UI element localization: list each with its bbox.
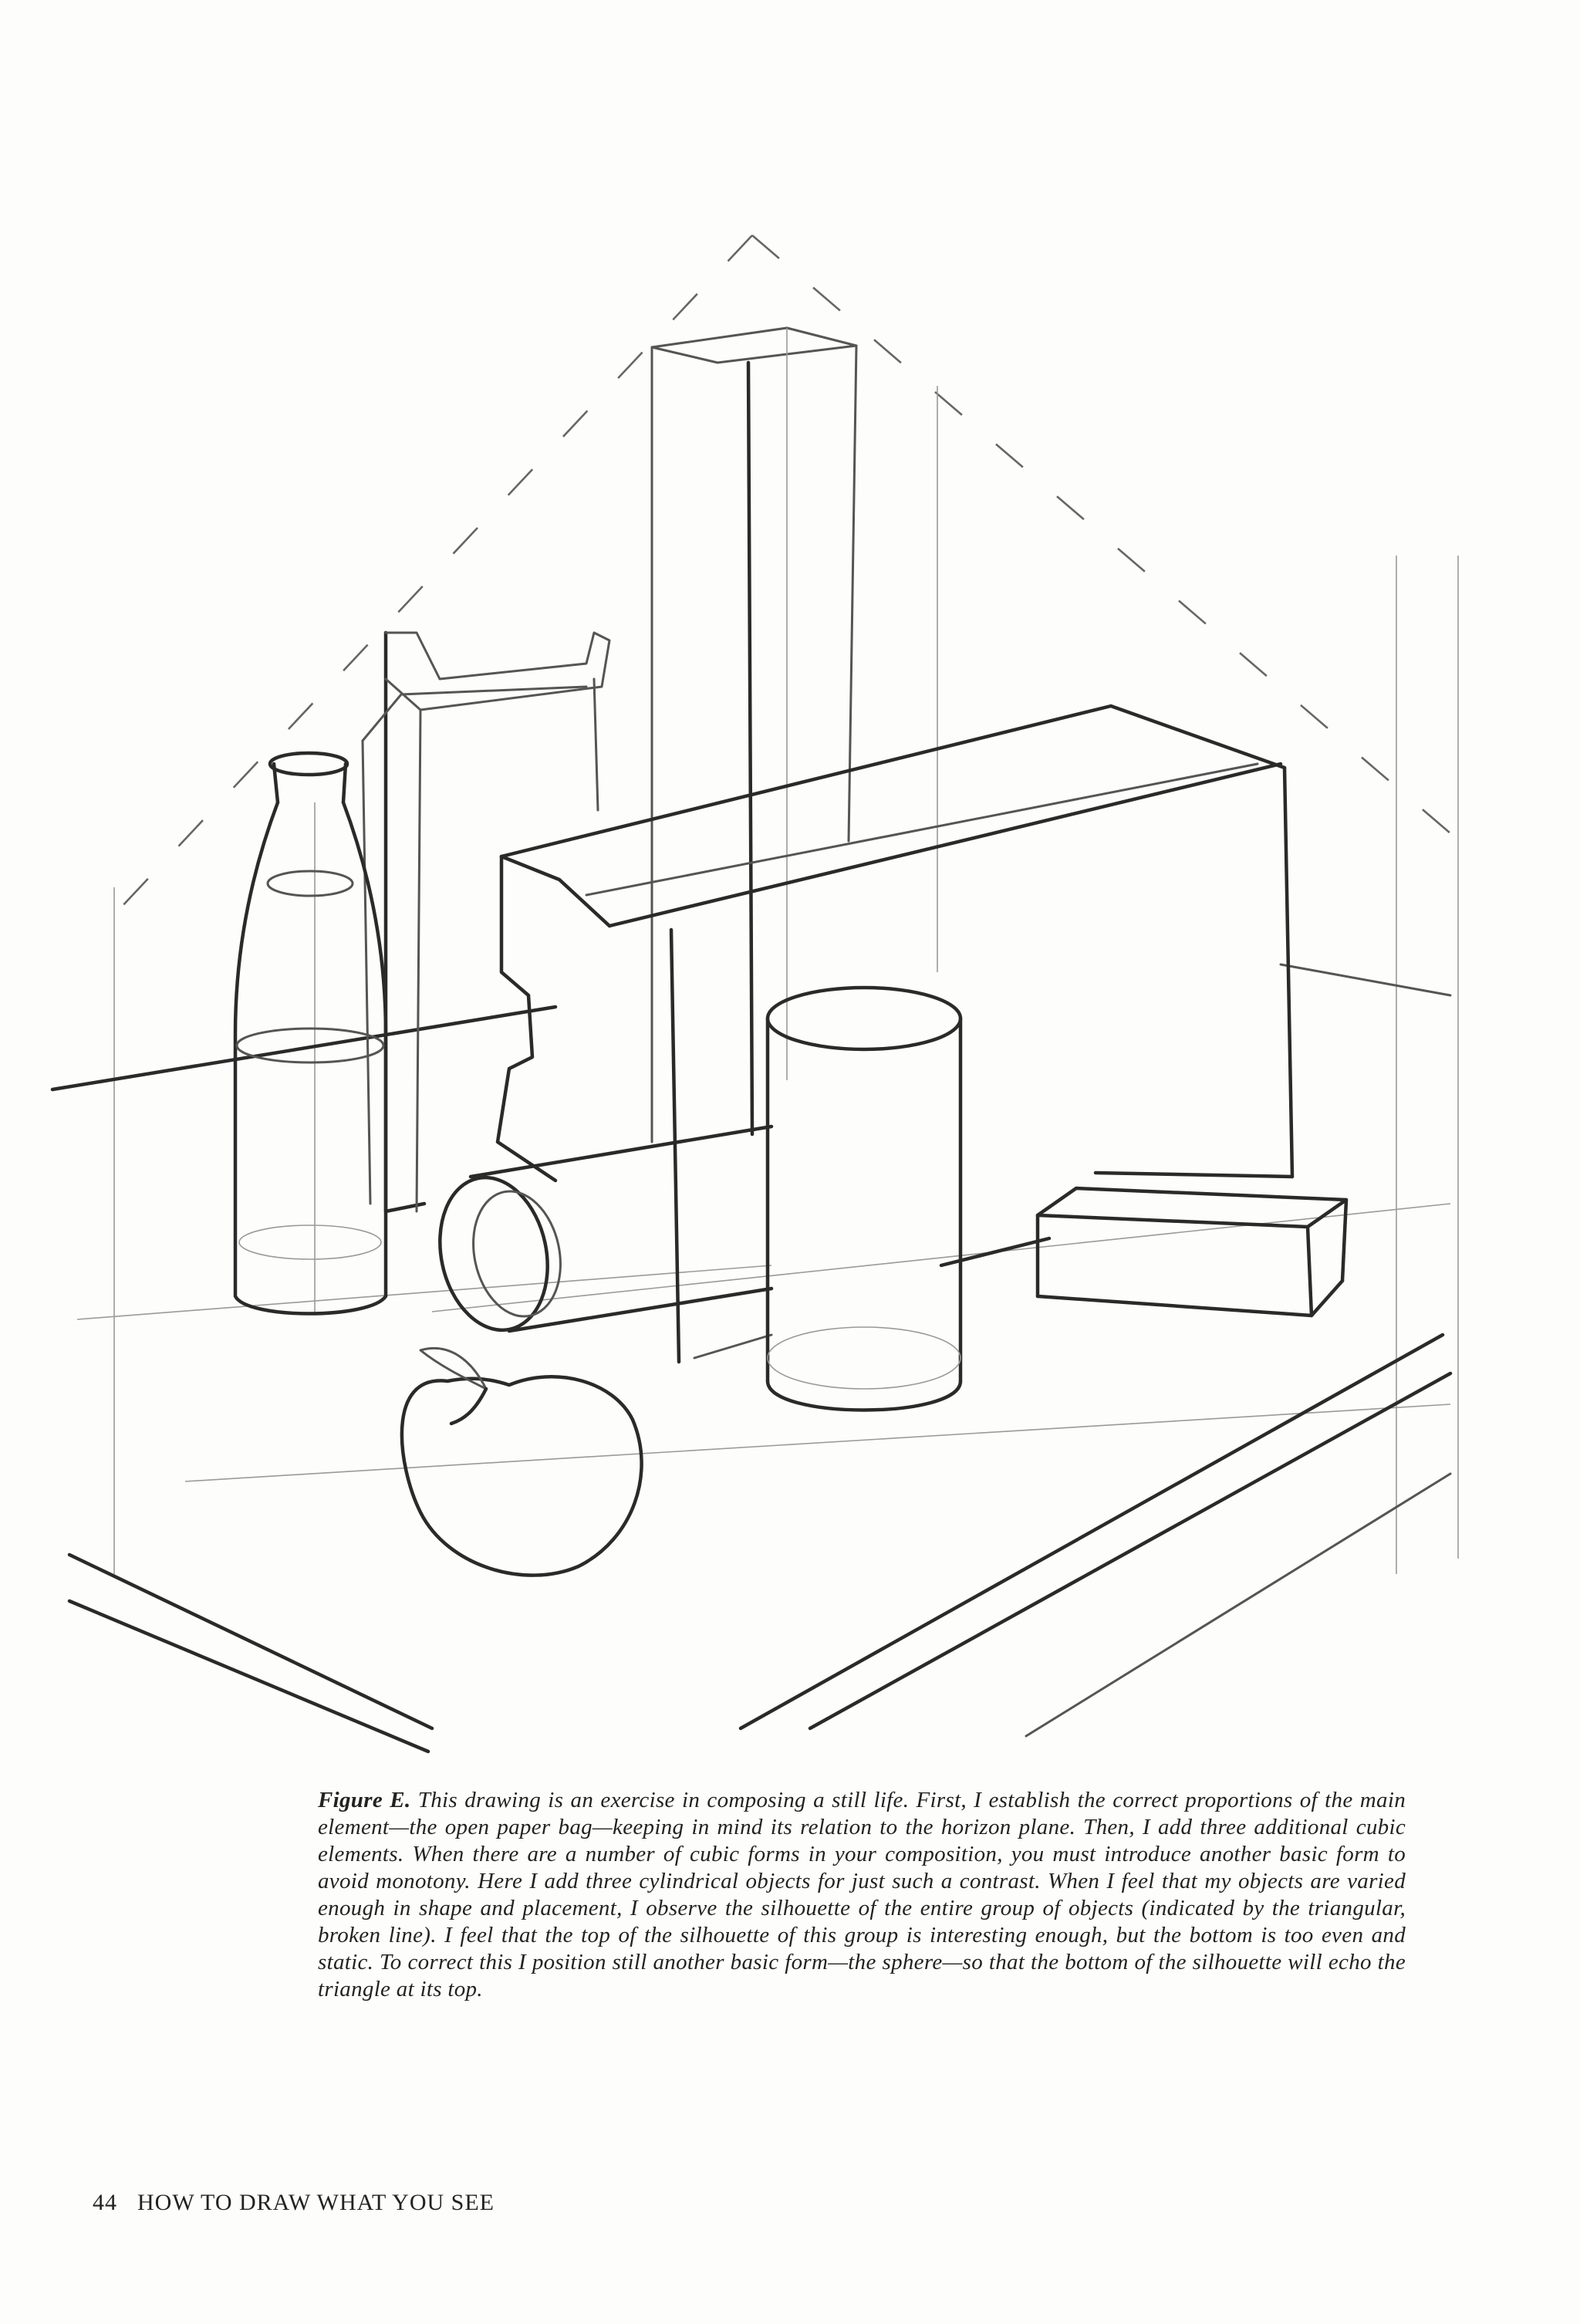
standing-glass — [768, 988, 960, 1410]
page-footer — [93, 2190, 495, 2216]
small-box — [1038, 1188, 1346, 1316]
running-title: HOW TO DRAW WHAT YOU SEE — [137, 2190, 495, 2215]
glass-on-side — [427, 1127, 771, 1340]
silhouette-triangle-dashed — [96, 235, 1450, 934]
milk-carton — [363, 633, 609, 1211]
tall-box — [652, 328, 856, 1142]
caption-body: This drawing is an exercise in composing a still life. First, I establish the correct proportions of the main element—the open paper bag—keeping in mind its relation to the horizon plane. Then, I add three additional cubic elements. When there are a number of cubic forms in your composition, you must introduce another basic form to avoid monotony. Here I add three cylindrical objects for just such a contrast. When I feel that my objects are varied enough in shape and placement, I observe the silhouette of the entire group of objects (indicated by the triangular, broken line). I feel that the top of the silhouette of this group is interesting enough, but the bottom is too even and static. To correct this I position still another basic form—the sphere—so that the bottom of the silhouette will echo the triangle at its top. — [318, 1788, 1406, 2001]
figure-caption — [318, 1787, 1406, 2003]
paper-bag — [498, 706, 1292, 1362]
caption-lead: Figure E. — [318, 1788, 411, 1812]
apple — [402, 1348, 642, 1575]
page-number: 44 — [93, 2190, 117, 2215]
table-front-edges — [69, 1335, 1450, 1751]
construction-lines — [77, 386, 1458, 1574]
